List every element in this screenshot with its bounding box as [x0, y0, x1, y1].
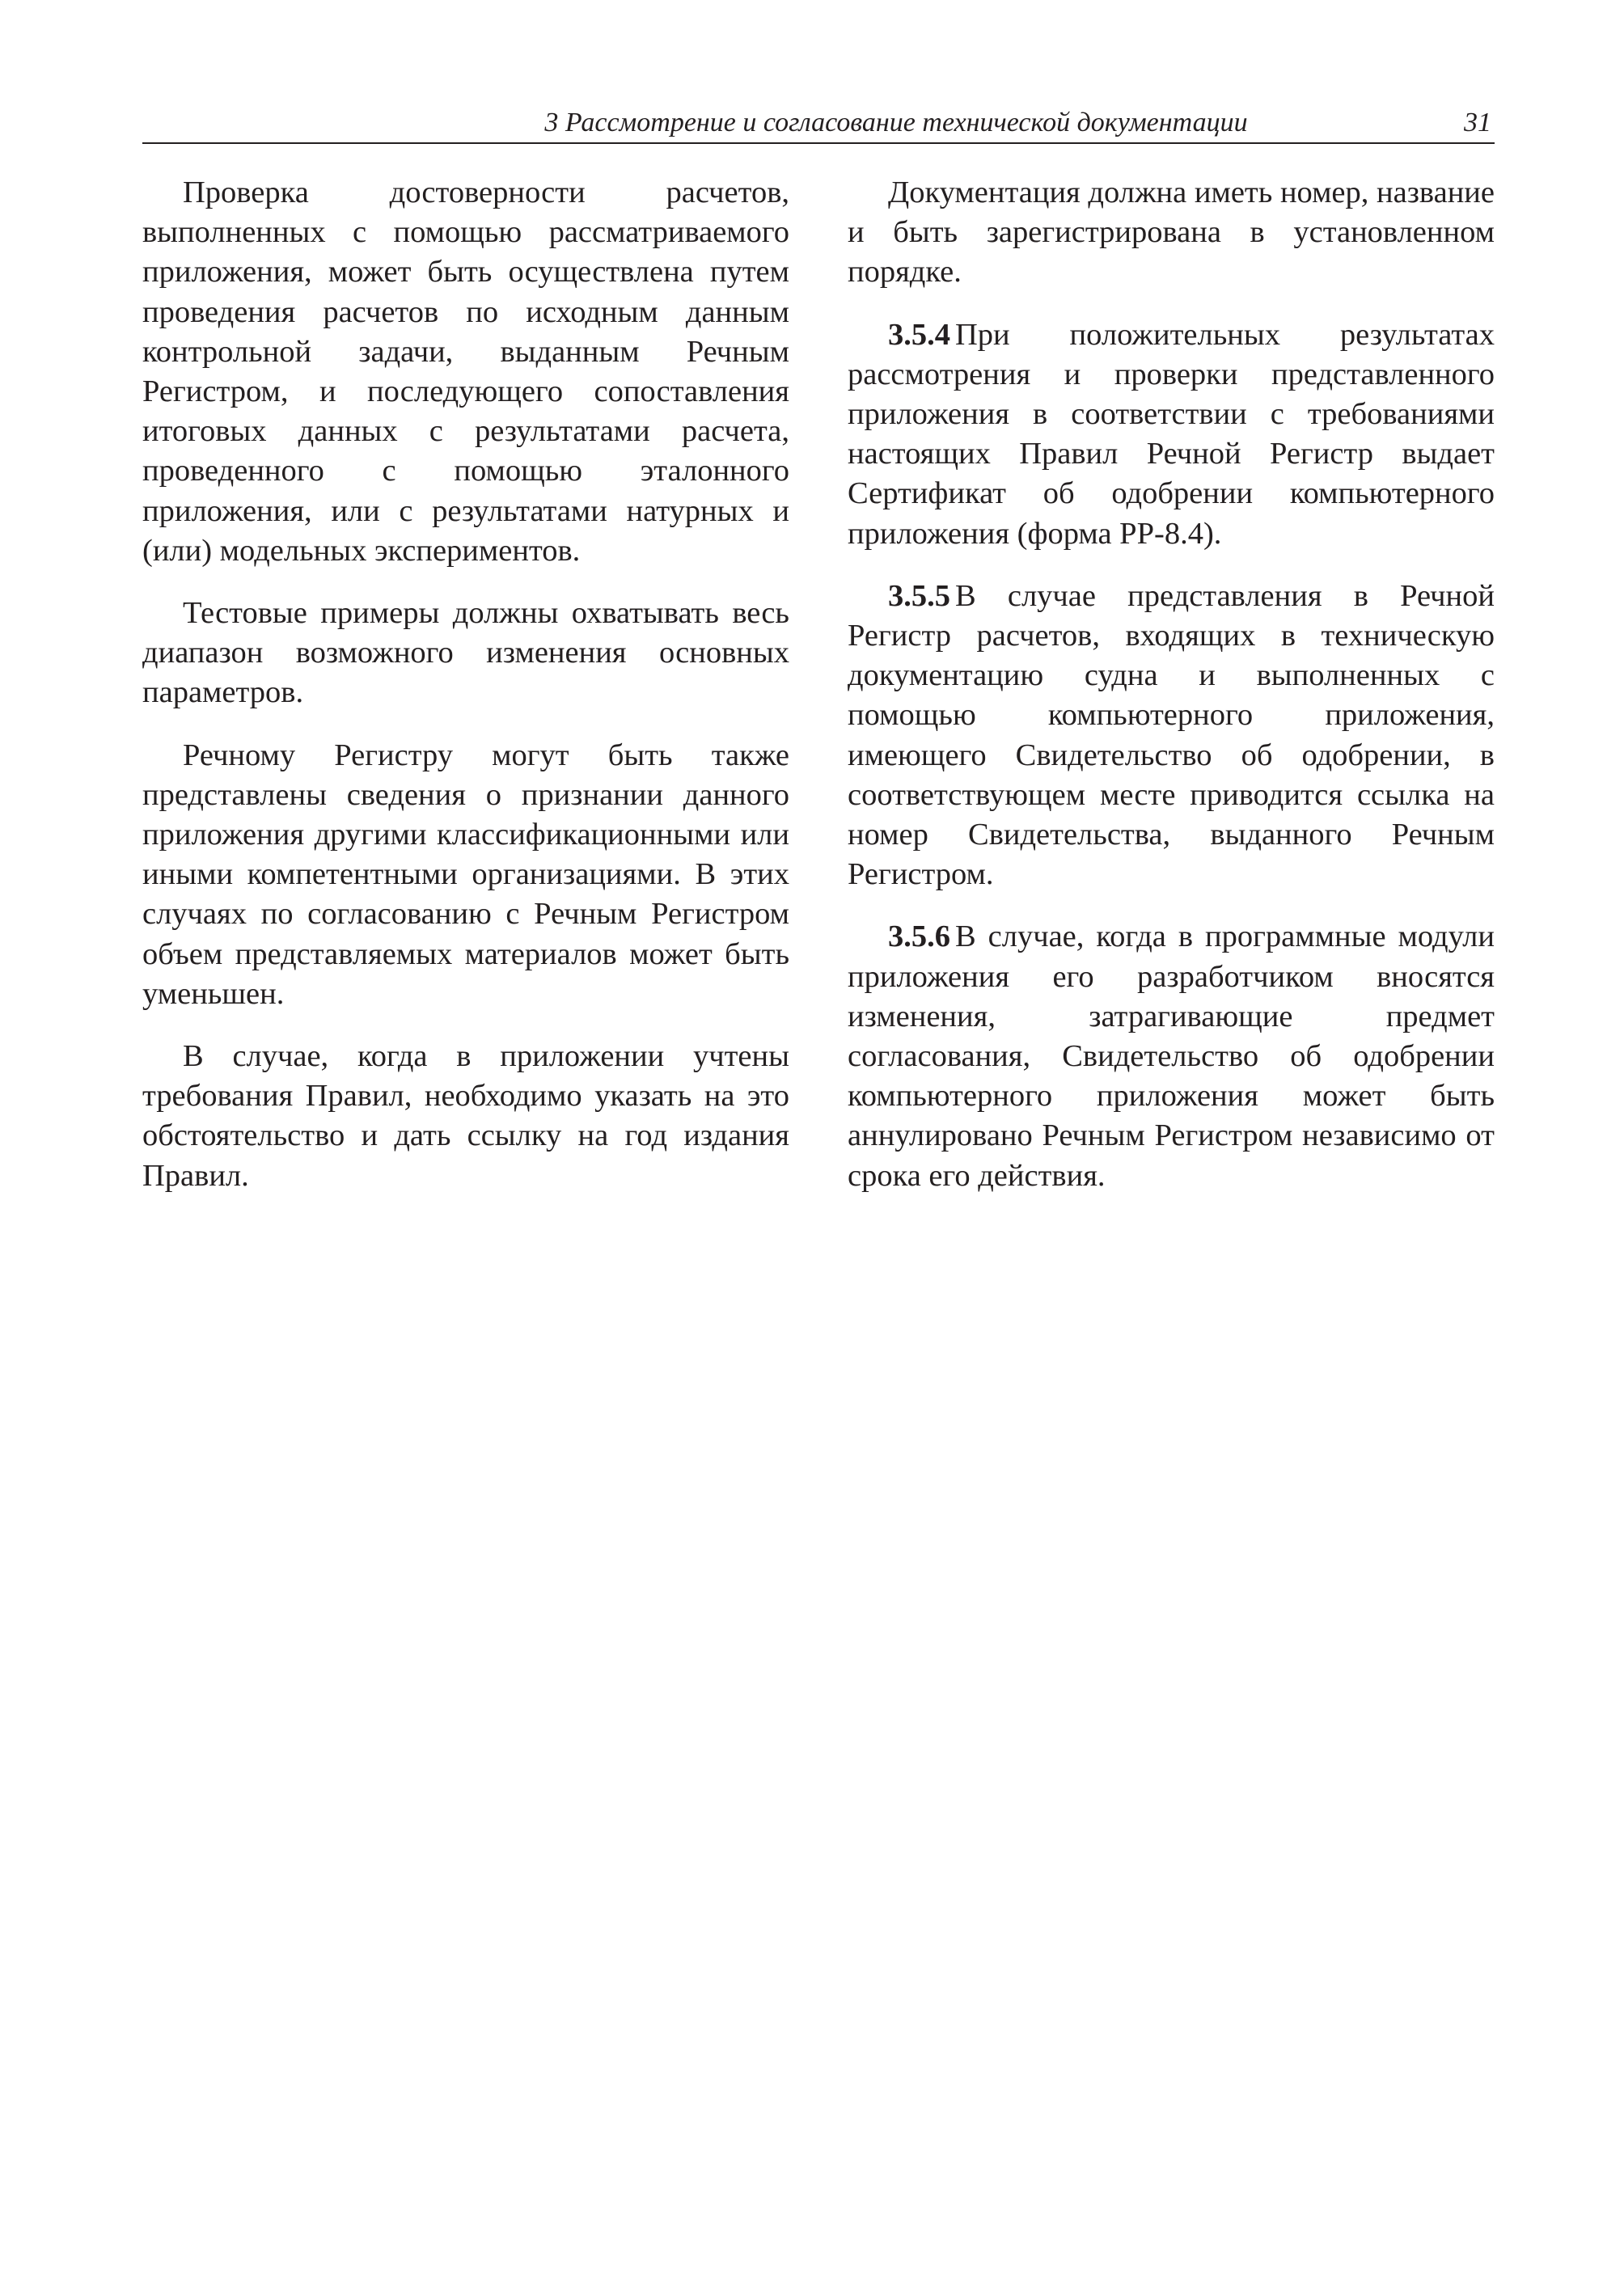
paragraph-test-examples: Тестовые примеры должны охватывать весь диапазон возможного изменения основных параметров. [142, 596, 789, 710]
page-header [142, 104, 1495, 144]
section-3-5-4 [848, 315, 1495, 554]
left-column [142, 173, 789, 1219]
section-number: 3.5.6 [888, 919, 950, 954]
section-3-5-6 [848, 917, 1495, 1195]
running-title: 3 Рассмотрение и согласование технической документации [544, 108, 1248, 137]
section-text: При положительных результатах рассмотрения и проверки представленного приложения в соответствии с требованиями настоящих Правил Речной Регистр выдает Сертификат об одобрении компьютерного приложения (форма РР-8.4). [848, 317, 1495, 551]
page-number: 31 [1464, 108, 1491, 137]
section-text: В случае, когда в программные модули приложения его разработчиком вносятся изменения, затрагивающие предмет согласования, Свидетельство об одобрении компьютерного приложения может быть аннулировано Речным Регистром независимо от срока его действия. [848, 919, 1495, 1193]
paragraph-recognition: Речному Регистру могут быть также представлены сведения о признании данного приложения другими классификационными или иными компетентными организациями. В этих случаях по согласованию с Речным Регистром объем представляемых материалов может быть уменьшен. [142, 738, 789, 1011]
section-number: 3.5.5 [888, 578, 950, 613]
right-column [848, 173, 1495, 1219]
section-3-5-5 [848, 577, 1495, 895]
paragraph-verification: Проверка достоверности расчетов, выполненных с помощью рассматриваемого приложения, может быть осуществлена путем проведения расчетов по исходным данным контрольной задачи, выданным Речным Регистром, и последующего сопоставления итоговых данных с результатами расчета, проведенного с помощью эталонного приложения, или с результатами натурных и (или) модельных экспериментов. [142, 175, 789, 568]
section-number: 3.5.4 [888, 317, 950, 352]
section-text: В случае представления в Речной Регистр расчетов, входящих в техническую документацию судна и выполненных с помощью компьютерного приложения, имеющего Свидетельство об одобрении, в соответствующем месте приводится ссылка на номер Свидетельства, выданного Речным Регистром. [848, 578, 1495, 892]
paragraph-documentation-registration: Документация должна иметь номер, название и быть зарегистрирована в установленном порядке. [848, 175, 1495, 290]
paragraph-rules-reference: В случае, когда в приложении учтены требования Правил, необходимо указать на это обстоятельство и дать ссылку на год издания Правил. [142, 1039, 789, 1193]
